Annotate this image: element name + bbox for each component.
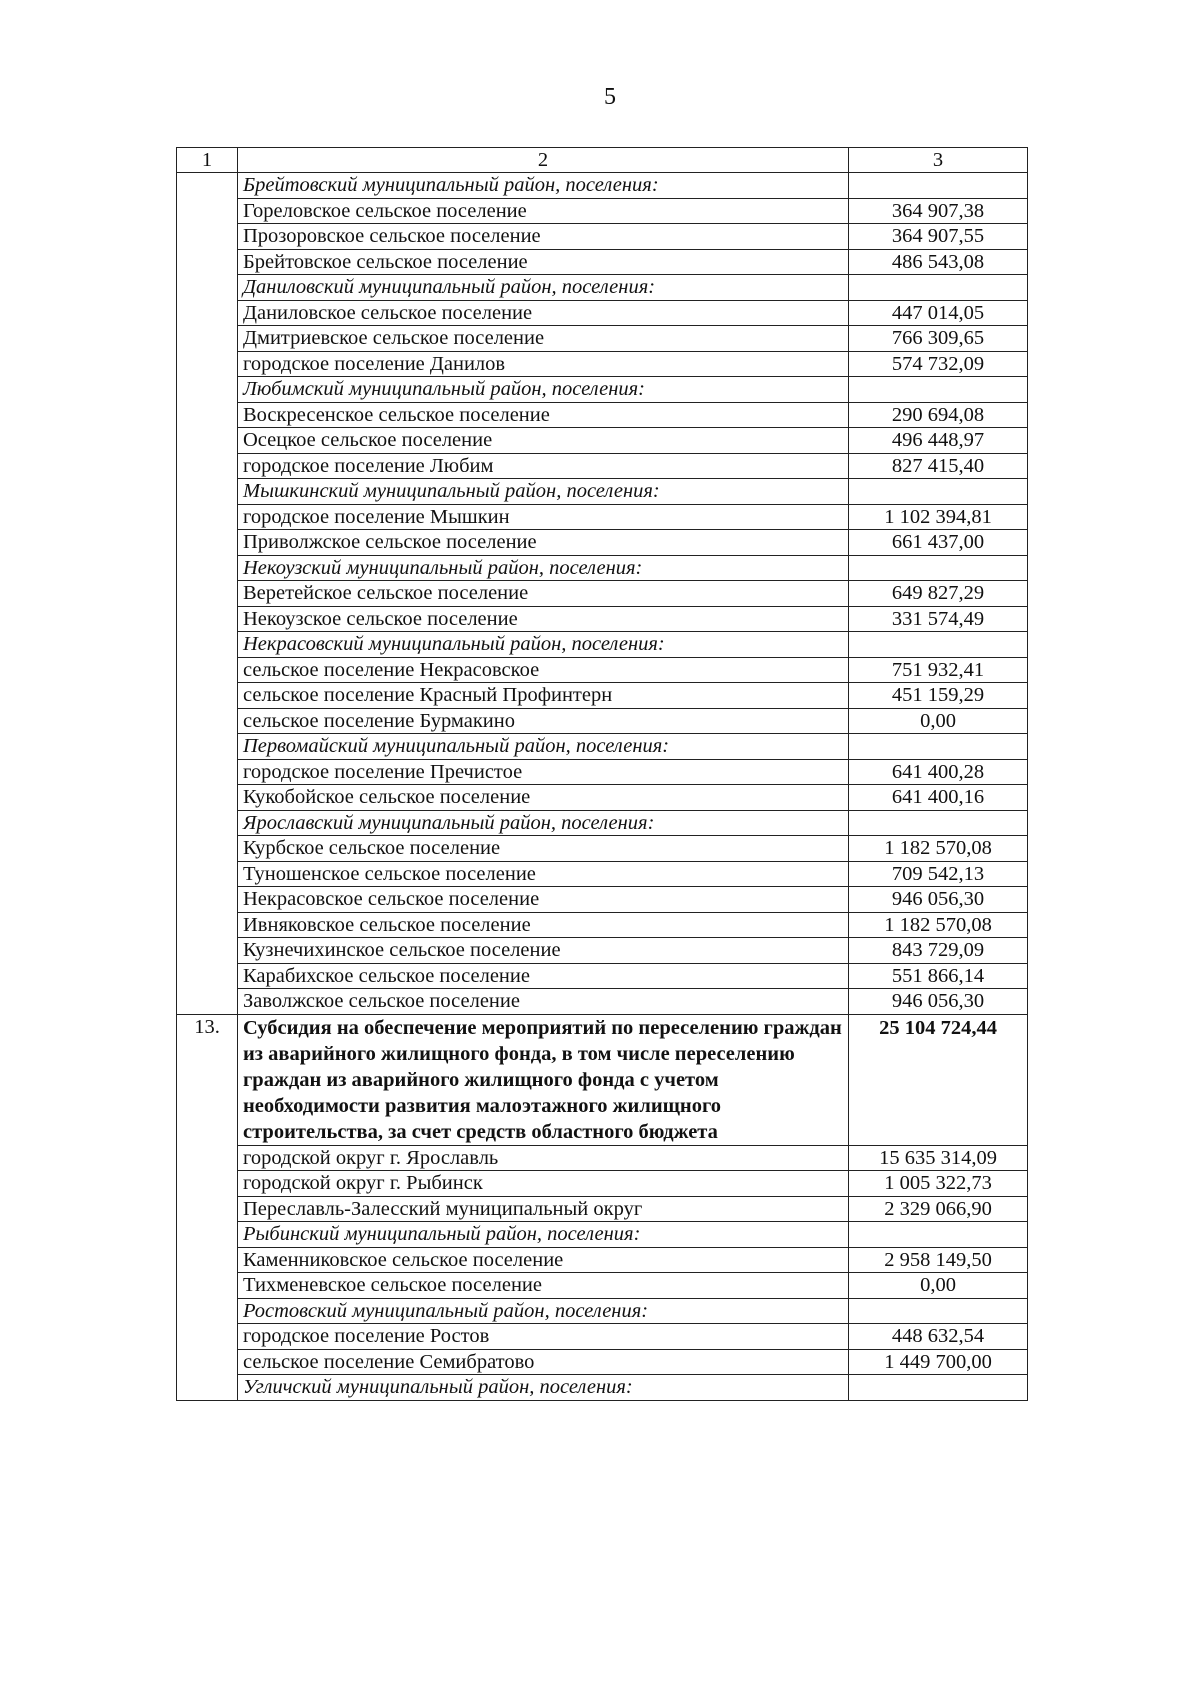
- row-number: [177, 555, 238, 581]
- row-amount: 641 400,16: [849, 785, 1028, 811]
- row-amount: [849, 734, 1028, 760]
- row-number: [177, 479, 238, 505]
- table-row: [177, 606, 1028, 632]
- row-amount: 451 159,29: [849, 683, 1028, 709]
- table-row: [177, 938, 1028, 964]
- row-number: [177, 249, 238, 275]
- row-number: [177, 326, 238, 352]
- row-name: Рыбинский муниципальный район, поселения:: [238, 1222, 849, 1248]
- row-name: Каменниковское сельское поселение: [238, 1247, 849, 1273]
- row-name: Прозоровское сельское поселение: [238, 224, 849, 250]
- row-name: Некрасовское сельское поселение: [238, 887, 849, 913]
- table-row: [177, 326, 1028, 352]
- row-name: Курбское сельское поселение: [238, 836, 849, 862]
- row-name: городское поселение Ростов: [238, 1324, 849, 1350]
- row-number: [177, 938, 238, 964]
- row-name: Субсидия на обеспечение мероприятий по переселению граждан из аварийного жилищного фонда, в том числе переселению граждан из аварийного жилищного фонда с учетом необходимости развития малоэтажного жилищного строительства, за счет средств областного бюджета: [238, 1014, 849, 1145]
- subsidy-table: [176, 147, 1028, 1401]
- table-row: [177, 1324, 1028, 1350]
- row-name: Некрасовский муниципальный район, поселения:: [238, 632, 849, 658]
- table-row: [177, 453, 1028, 479]
- table-row: [177, 887, 1028, 913]
- table-row: [177, 1196, 1028, 1222]
- table-row: [177, 912, 1028, 938]
- row-amount: [849, 810, 1028, 836]
- row-name: городской округ г. Рыбинск: [238, 1171, 849, 1197]
- row-name: Тихменевское сельское поселение: [238, 1273, 849, 1299]
- row-number: [177, 1145, 238, 1171]
- table-row: [177, 683, 1028, 709]
- row-amount: 709 542,13: [849, 861, 1028, 887]
- row-name: Любимский муниципальный район, поселения:: [238, 377, 849, 403]
- table-row: [177, 428, 1028, 454]
- row-name: Ярославский муниципальный район, поселения:: [238, 810, 849, 836]
- row-number: [177, 581, 238, 607]
- row-name: Заволжское сельское поселение: [238, 989, 849, 1015]
- table-row: [177, 1349, 1028, 1375]
- row-name: сельское поселение Бурмакино: [238, 708, 849, 734]
- row-number: [177, 683, 238, 709]
- row-amount: 827 415,40: [849, 453, 1028, 479]
- row-amount: [849, 1375, 1028, 1401]
- row-number: [177, 275, 238, 301]
- table-row: [177, 402, 1028, 428]
- section-row: [177, 1014, 1028, 1145]
- row-amount: 331 574,49: [849, 606, 1028, 632]
- table-row: [177, 249, 1028, 275]
- row-name: городское поселение Данилов: [238, 351, 849, 377]
- row-amount: 574 732,09: [849, 351, 1028, 377]
- row-amount: [849, 1222, 1028, 1248]
- row-name: Ивняковское сельское поселение: [238, 912, 849, 938]
- row-name: Брейтовское сельское поселение: [238, 249, 849, 275]
- row-number: [177, 1222, 238, 1248]
- row-name: Веретейское сельское поселение: [238, 581, 849, 607]
- row-name: Некоузский муниципальный район, поселения:: [238, 555, 849, 581]
- row-number: 13.: [177, 1014, 238, 1145]
- table-row: [177, 785, 1028, 811]
- row-name: Кузнечихинское сельское поселение: [238, 938, 849, 964]
- row-name: Дмитриевское сельское поселение: [238, 326, 849, 352]
- row-amount: 290 694,08: [849, 402, 1028, 428]
- row-name: Некоузское сельское поселение: [238, 606, 849, 632]
- row-number: [177, 963, 238, 989]
- row-amount: 364 907,55: [849, 224, 1028, 250]
- row-amount: 486 543,08: [849, 249, 1028, 275]
- row-amount: 1 102 394,81: [849, 504, 1028, 530]
- row-number: [177, 530, 238, 556]
- page-number: 5: [604, 84, 616, 110]
- row-number: [177, 453, 238, 479]
- row-amount: 0,00: [849, 1273, 1028, 1299]
- table-header-row: [177, 148, 1028, 173]
- row-number: [177, 1247, 238, 1273]
- table-row: [177, 759, 1028, 785]
- district-header-row: [177, 173, 1028, 199]
- row-name: Угличский муниципальный район, поселения:: [238, 1375, 849, 1401]
- district-header-row: [177, 479, 1028, 505]
- column-header-1: 1: [177, 148, 238, 173]
- district-header-row: [177, 555, 1028, 581]
- row-name: сельское поселение Семибратово: [238, 1349, 849, 1375]
- row-name: Даниловское сельское поселение: [238, 300, 849, 326]
- table-row: [177, 963, 1028, 989]
- row-amount: 2 329 066,90: [849, 1196, 1028, 1222]
- row-number: [177, 632, 238, 658]
- table-row: [177, 1247, 1028, 1273]
- district-header-row: [177, 810, 1028, 836]
- row-name: городской округ г. Ярославль: [238, 1145, 849, 1171]
- row-number: [177, 1375, 238, 1401]
- row-amount: 641 400,28: [849, 759, 1028, 785]
- column-header-3: 3: [849, 148, 1028, 173]
- row-amount: 1 005 322,73: [849, 1171, 1028, 1197]
- row-name: Кукобойское сельское поселение: [238, 785, 849, 811]
- row-name: Воскресенское сельское поселение: [238, 402, 849, 428]
- row-amount: [849, 479, 1028, 505]
- row-amount: 946 056,30: [849, 887, 1028, 913]
- row-number: [177, 989, 238, 1015]
- row-amount: [849, 173, 1028, 199]
- row-number: [177, 912, 238, 938]
- row-name: Ростовский муниципальный район, поселения:: [238, 1298, 849, 1324]
- row-number: [177, 351, 238, 377]
- row-number: [177, 861, 238, 887]
- row-name: Даниловский муниципальный район, поселения:: [238, 275, 849, 301]
- row-number: [177, 734, 238, 760]
- row-number: [177, 1171, 238, 1197]
- row-amount: 2 958 149,50: [849, 1247, 1028, 1273]
- row-number: [177, 810, 238, 836]
- table-row: [177, 861, 1028, 887]
- row-amount: 551 866,14: [849, 963, 1028, 989]
- row-name: Осецкое сельское поселение: [238, 428, 849, 454]
- row-number: [177, 377, 238, 403]
- row-name: Приволжское сельское поселение: [238, 530, 849, 556]
- row-amount: [849, 275, 1028, 301]
- row-number: [177, 402, 238, 428]
- row-name: городское поселение Пречистое: [238, 759, 849, 785]
- district-header-row: [177, 1222, 1028, 1248]
- row-number: [177, 224, 238, 250]
- table-body: [177, 173, 1028, 1401]
- row-amount: 751 932,41: [849, 657, 1028, 683]
- table-row: [177, 657, 1028, 683]
- row-name: сельское поселение Красный Профинтерн: [238, 683, 849, 709]
- row-number: [177, 759, 238, 785]
- row-number: [177, 198, 238, 224]
- row-number: [177, 657, 238, 683]
- table-row: [177, 224, 1028, 250]
- row-amount: [849, 632, 1028, 658]
- row-amount: 1 449 700,00: [849, 1349, 1028, 1375]
- row-number: [177, 836, 238, 862]
- row-number: [177, 1298, 238, 1324]
- row-name: сельское поселение Некрасовское: [238, 657, 849, 683]
- row-number: [177, 1349, 238, 1375]
- row-amount: 448 632,54: [849, 1324, 1028, 1350]
- table-row: [177, 1171, 1028, 1197]
- row-number: [177, 504, 238, 530]
- table-row: [177, 708, 1028, 734]
- district-header-row: [177, 377, 1028, 403]
- table-row: [177, 300, 1028, 326]
- table-row: [177, 1145, 1028, 1171]
- row-number: [177, 785, 238, 811]
- district-header-row: [177, 275, 1028, 301]
- row-name: городское поселение Мышкин: [238, 504, 849, 530]
- row-number: [177, 887, 238, 913]
- table-row: [177, 504, 1028, 530]
- column-header-2: 2: [238, 148, 849, 173]
- row-amount: [849, 377, 1028, 403]
- table-row: [177, 1273, 1028, 1299]
- row-number: [177, 708, 238, 734]
- table-row: [177, 530, 1028, 556]
- row-amount: [849, 555, 1028, 581]
- row-amount: 0,00: [849, 708, 1028, 734]
- district-header-row: [177, 1298, 1028, 1324]
- row-number: [177, 1273, 238, 1299]
- table-row: [177, 581, 1028, 607]
- row-number: [177, 300, 238, 326]
- row-number: [177, 1324, 238, 1350]
- row-amount: 1 182 570,08: [849, 912, 1028, 938]
- table-row: [177, 836, 1028, 862]
- row-amount: 25 104 724,44: [849, 1014, 1028, 1145]
- row-name: Переславль-Залесский муниципальный округ: [238, 1196, 849, 1222]
- row-amount: 649 827,29: [849, 581, 1028, 607]
- district-header-row: [177, 632, 1028, 658]
- row-name: Гореловское сельское поселение: [238, 198, 849, 224]
- row-amount: 766 309,65: [849, 326, 1028, 352]
- row-name: городское поселение Любим: [238, 453, 849, 479]
- row-amount: [849, 1298, 1028, 1324]
- row-amount: 496 448,97: [849, 428, 1028, 454]
- row-amount: 15 635 314,09: [849, 1145, 1028, 1171]
- row-number: [177, 606, 238, 632]
- table-row: [177, 351, 1028, 377]
- row-name: Первомайский муниципальный район, поселения:: [238, 734, 849, 760]
- district-header-row: [177, 1375, 1028, 1401]
- row-name: Туношенское сельское поселение: [238, 861, 849, 887]
- row-amount: 661 437,00: [849, 530, 1028, 556]
- row-name: Мышкинский муниципальный район, поселения:: [238, 479, 849, 505]
- table-row: [177, 989, 1028, 1015]
- table-row: [177, 198, 1028, 224]
- row-number: [177, 173, 238, 199]
- row-amount: 447 014,05: [849, 300, 1028, 326]
- row-number: [177, 428, 238, 454]
- row-amount: 1 182 570,08: [849, 836, 1028, 862]
- row-name: Брейтовский муниципальный район, поселения:: [238, 173, 849, 199]
- row-name: Карабихское сельское поселение: [238, 963, 849, 989]
- district-header-row: [177, 734, 1028, 760]
- row-number: [177, 1196, 238, 1222]
- row-amount: 364 907,38: [849, 198, 1028, 224]
- row-amount: 946 056,30: [849, 989, 1028, 1015]
- row-amount: 843 729,09: [849, 938, 1028, 964]
